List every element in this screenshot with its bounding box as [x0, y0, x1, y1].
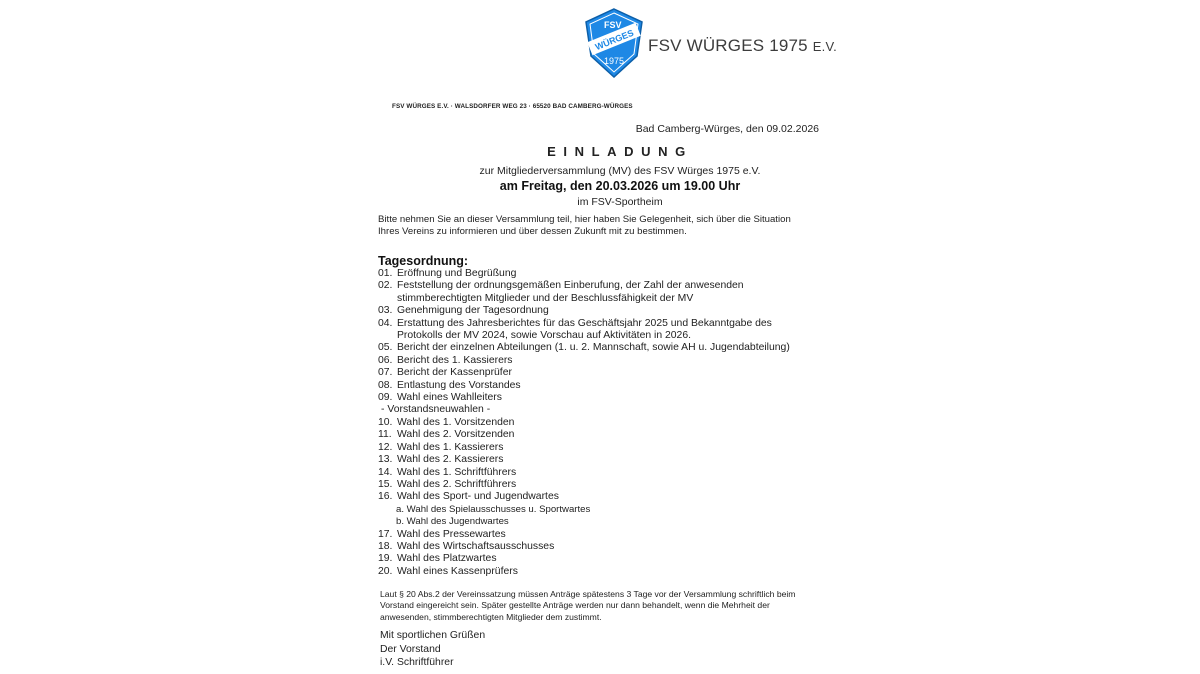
agenda-item: 14. Wahl des 1. Schriftführers	[378, 466, 517, 478]
closing-sender: Der Vorstand	[380, 643, 441, 655]
meeting-location: im FSV-Sportheim	[577, 196, 663, 208]
agenda-subitem: a. Wahl des Spielausschusses u. Sportwartes	[396, 503, 591, 515]
agenda-item: 11. Wahl des 2. Vorsitzenden	[378, 429, 515, 441]
logo-text-year: 1975	[603, 56, 625, 66]
agenda-heading: Tagesordnung:	[378, 254, 469, 268]
logo-text-fsv: FSV	[604, 20, 622, 30]
agenda-item: 03. Genehmigung der Tagesordnung	[378, 305, 549, 317]
letter-subtitle: zur Mitgliederversammlung (MV) des FSV Würges 1975 e.V.	[479, 165, 761, 177]
club-logo	[585, 8, 643, 78]
agenda-subitem: b. Wahl des Jugendwartes	[396, 516, 509, 528]
footnote-paragraph: Laut § 20 Abs.2 der Vereinssatzung müssen Anträge spätestens 3 Tage vor der Versammlung schriftlich beim Vorstand eingereicht sein. Später gestellte Anträge werden nur dann behandelt, wenn die Mehrheit der anwesenden, stimmberechtigten Mitglieder dem zustimmt.	[380, 589, 796, 622]
club-name-main: FSV WÜRGES 1975	[648, 36, 808, 55]
agenda-item: 19. Wahl des Platzwartes	[378, 553, 497, 565]
logo-text-wuerges: WÜRGES	[593, 27, 636, 53]
agenda-item: 13. Wahl des 2. Kassierers	[378, 454, 504, 466]
agenda-item: 15. Wahl des 2. Schriftführers	[378, 478, 517, 490]
agenda-item: 16. Wahl des Sport- und Jugendwartes	[378, 491, 559, 503]
agenda-list	[378, 268, 818, 578]
agenda-item: 17. Wahl des Pressewartes	[378, 528, 506, 540]
agenda-item: 12. Wahl des 1. Kassierers	[378, 441, 504, 453]
agenda-item: 05. Bericht der einzelnen Abteilungen (1. u. 2. Mannschaft, sowie AH u. Jugendabteilung)	[378, 342, 790, 354]
agenda-item: 06. Bericht des 1. Kassierers	[378, 354, 513, 366]
agenda-item: 07. Bericht der Kassenprüfer	[378, 367, 512, 379]
agenda-item: 02. Feststellung der ordnungsgemäßen Einberufung, der Zahl der anwesenden stimmberechtigten Mitglieder und der Beschlussfähigkeit der MV	[378, 280, 744, 304]
letter-title: EINLADUNG	[547, 144, 693, 159]
agenda-item: 01. Eröffnung und Begrüßung	[378, 268, 517, 279]
closing-signature	[380, 629, 485, 670]
date-line: Bad Camberg-Würges, den 09.02.2026	[635, 123, 819, 135]
agenda-item: 18. Wahl des Wirtschaftsausschusses	[378, 540, 555, 552]
meeting-date: am Freitag, den 20.03.2026 um 19.00 Uhr	[499, 179, 741, 193]
closing-signatory: i.V. Schriftführer	[380, 657, 454, 668]
club-name	[648, 36, 837, 56]
club-name-suffix: E.V.	[812, 39, 837, 54]
agenda-section-label: - Vorstandsneuwahlen -	[381, 404, 491, 416]
closing-greeting: Mit sportlichen Grüßen	[380, 630, 486, 641]
agenda-item: 10. Wahl des 1. Vorsitzenden	[378, 416, 515, 428]
intro-paragraph: Bitte nehmen Sie an dieser Versammlung teil, hier haben Sie Gelegenheit, sich über die Situation Ihres Vereins zu informieren und über dessen Zukunft mit zu bestimmen.	[378, 214, 791, 237]
agenda-item: 09. Wahl eines Wahlleiters	[378, 392, 502, 404]
agenda-item: 20. Wahl eines Kassenprüfers	[378, 565, 518, 577]
agenda-item: 04. Erstattung des Jahresberichtes für das Geschäftsjahr 2025 und Bekanntgabe des Protokolls der MV 2024, sowie Vorschau auf Aktivitäten in 2026.	[378, 317, 772, 342]
sender-address: FSV WÜRGES E.V. · WALSDORFER WEG 23 · 65520 BAD CAMBERG-WÜRGES	[392, 103, 633, 110]
agenda-item: 08. Entlastung des Vorstandes	[378, 379, 521, 391]
